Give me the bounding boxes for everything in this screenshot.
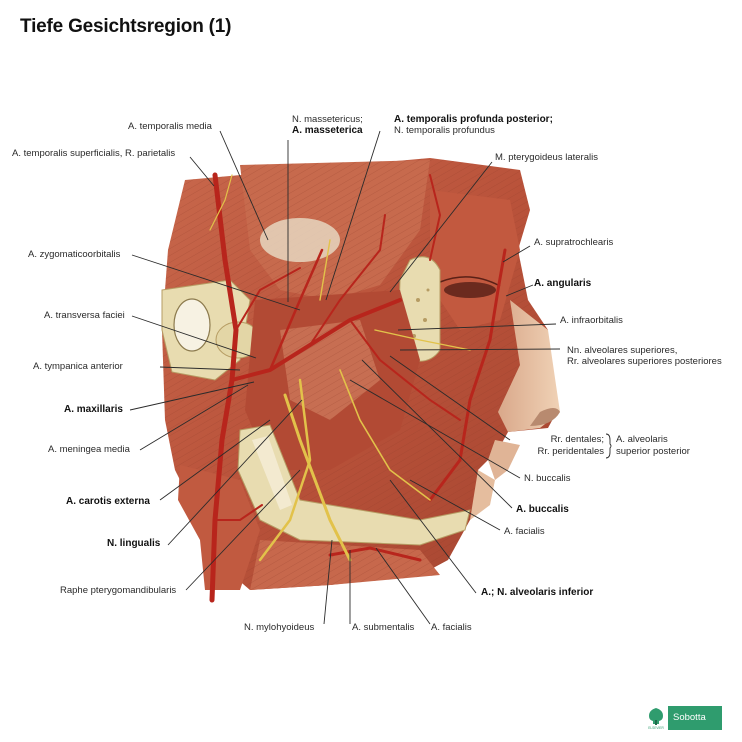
label-superior-posterior: superior posterior: [616, 446, 690, 457]
label-a-submentalis: A. submentalis: [352, 622, 415, 633]
label-raphe-pterygomandibularis: Raphe pterygomandibularis: [60, 585, 177, 596]
publisher-logo: [646, 706, 722, 730]
label-a-n-alveolaris-inferior: A.; N. alveolaris inferior: [481, 587, 594, 598]
label-a-facialis-bottom: A. facialis: [431, 622, 472, 633]
label-a-meningea-media: A. meningea media: [48, 444, 130, 455]
label-a-masseterica: A. masseterica: [292, 125, 363, 136]
label-a-carotis-externa: A. carotis externa: [66, 496, 150, 507]
label-a-temporalis-superficialis: A. temporalis superficialis, R. parietalis: [12, 148, 176, 159]
label-rr-peridentales: Rr. peridentales: [537, 446, 604, 457]
label-nn-alveolares-superiores: Nn. alveolares superiores,: [567, 345, 678, 356]
label-n-massetericus: N. massetericus;: [292, 114, 363, 125]
label-m-pterygoideus-lateralis: M. pterygoideus lateralis: [495, 152, 598, 163]
label-a-maxillaris: A. maxillaris: [64, 404, 123, 415]
label-a-tympanica-anterior: A. tympanica anterior: [33, 361, 123, 372]
label-n-temporalis-profundus: N. temporalis profundus: [394, 125, 495, 136]
label-a-temporalis-media: A. temporalis media: [128, 121, 212, 132]
label-a-supratrochlearis: A. supratrochlearis: [534, 237, 614, 248]
brand-badge: Sobotta: [668, 706, 722, 730]
label-a-facialis-right: A. facialis: [504, 526, 545, 537]
label-a-temporalis-profunda-posterior: A. temporalis profunda posterior;: [394, 114, 553, 125]
label-a-infraorbitalis: A. infraorbitalis: [560, 315, 623, 326]
label-a-transversa-faciei: A. transversa faciei: [44, 310, 125, 321]
label-n-mylohyoideus: N. mylohyoideus: [244, 622, 315, 633]
label-rr-dentales: Rr. dentales;: [550, 434, 604, 445]
label-a-alveolaris: A. alveolaris: [616, 434, 668, 445]
label-a-buccalis: A. buccalis: [516, 504, 569, 515]
label-n-buccalis: N. buccalis: [524, 473, 571, 484]
elsevier-tree-icon: [646, 706, 666, 730]
label-a-angularis: A. angularis: [534, 278, 592, 289]
page-title: Tiefe Gesichtsregion (1): [20, 16, 232, 37]
label-rr-alveolares-superiores-posteriores: Rr. alveolares superiores posteriores: [567, 356, 722, 367]
publisher-text: ELSEVIER: [648, 726, 664, 730]
label-a-zygomaticoorbitalis: A. zygomaticoorbitalis: [28, 249, 121, 260]
label-n-lingualis: N. lingualis: [107, 538, 161, 549]
